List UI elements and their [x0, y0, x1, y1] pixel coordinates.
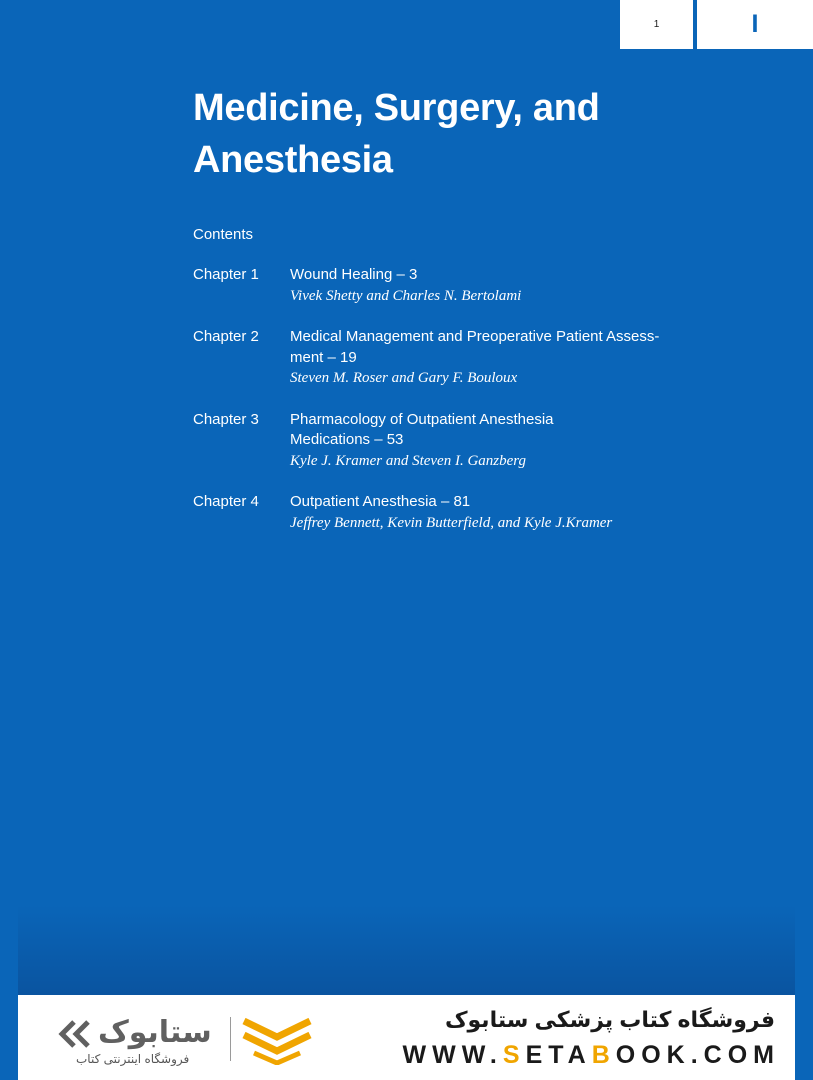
- chapter-body: [290, 410, 700, 472]
- url-accent-b: B: [591, 1041, 616, 1069]
- chapter-title[interactable]: Wound Healing – 3: [290, 266, 418, 283]
- chapter-authors: Steven M. Roser and Gary F. Bouloux: [290, 370, 518, 386]
- chapter-label: Chapter 1: [193, 266, 259, 283]
- url-prefix: WWW.: [402, 1041, 503, 1069]
- chapter-title-line-2[interactable]: Medications – 53: [290, 431, 404, 448]
- chapter-authors: Jeffrey Bennett, Kevin Butterfield, and Kyle J.Kramer: [290, 514, 613, 531]
- chapter-authors: Vivek Shetty and Charles N. Bertolami: [290, 287, 522, 304]
- chapter-title-line-1[interactable]: Pharmacology of Outpatient Anesthesia: [290, 410, 554, 428]
- page-number-tab: [620, 0, 693, 49]
- bottom-shadow: [18, 905, 795, 995]
- part-title-line-2: Anesthesia: [193, 139, 393, 181]
- url-accent-s: S: [502, 1041, 526, 1069]
- chapter-title-line-2[interactable]: ment – 19: [290, 348, 357, 366]
- chapter-body: [290, 492, 700, 533]
- toc-entry-chapter-4[interactable]: [193, 492, 713, 533]
- chapter-title-line-1[interactable]: Medical Management and Preoperative Patient Assess-: [290, 328, 660, 345]
- part-number-tab: [697, 0, 813, 49]
- chapter-body: [290, 265, 700, 306]
- part-number: I: [751, 10, 759, 38]
- chapter-label: Chapter 4: [193, 493, 259, 510]
- chapter-body: [290, 327, 700, 389]
- url-middle: ETA: [525, 1041, 592, 1069]
- chapter-authors: Kyle J. Kramer and Steven I. Ganzberg: [290, 452, 527, 469]
- chapter-label: Chapter 3: [193, 410, 259, 428]
- contents-heading: Contents: [193, 226, 254, 243]
- stacked-chevron-logo-icon: [240, 1015, 314, 1065]
- store-url[interactable]: [403, 1041, 780, 1070]
- chapter-title[interactable]: Outpatient Anesthesia – 81: [290, 493, 471, 510]
- toc-entry-chapter-2[interactable]: [193, 327, 713, 389]
- part-title: [193, 82, 753, 186]
- store-banner[interactable]: [18, 995, 795, 1080]
- url-suffix: OOK.COM: [615, 1041, 780, 1069]
- store-logo: [58, 1015, 223, 1065]
- toc-entry-chapter-3[interactable]: [193, 410, 713, 472]
- part-title-line-1: Medicine, Surgery, and: [193, 87, 600, 129]
- toc-entry-chapter-1[interactable]: [193, 265, 713, 306]
- page-number: 1: [653, 19, 660, 30]
- logo-divider: [230, 1017, 231, 1061]
- table-of-contents: [193, 265, 713, 554]
- logo-tagline: فروشگاه اینترنتی کتاب: [76, 1052, 190, 1066]
- store-name: فروشگاه کتاب پزشکی ستابوک: [444, 1007, 775, 1032]
- chapter-label: Chapter 2: [193, 328, 259, 345]
- double-left-chevron-icon: [58, 1019, 92, 1049]
- logo-wordmark: ستابوک: [98, 1016, 212, 1049]
